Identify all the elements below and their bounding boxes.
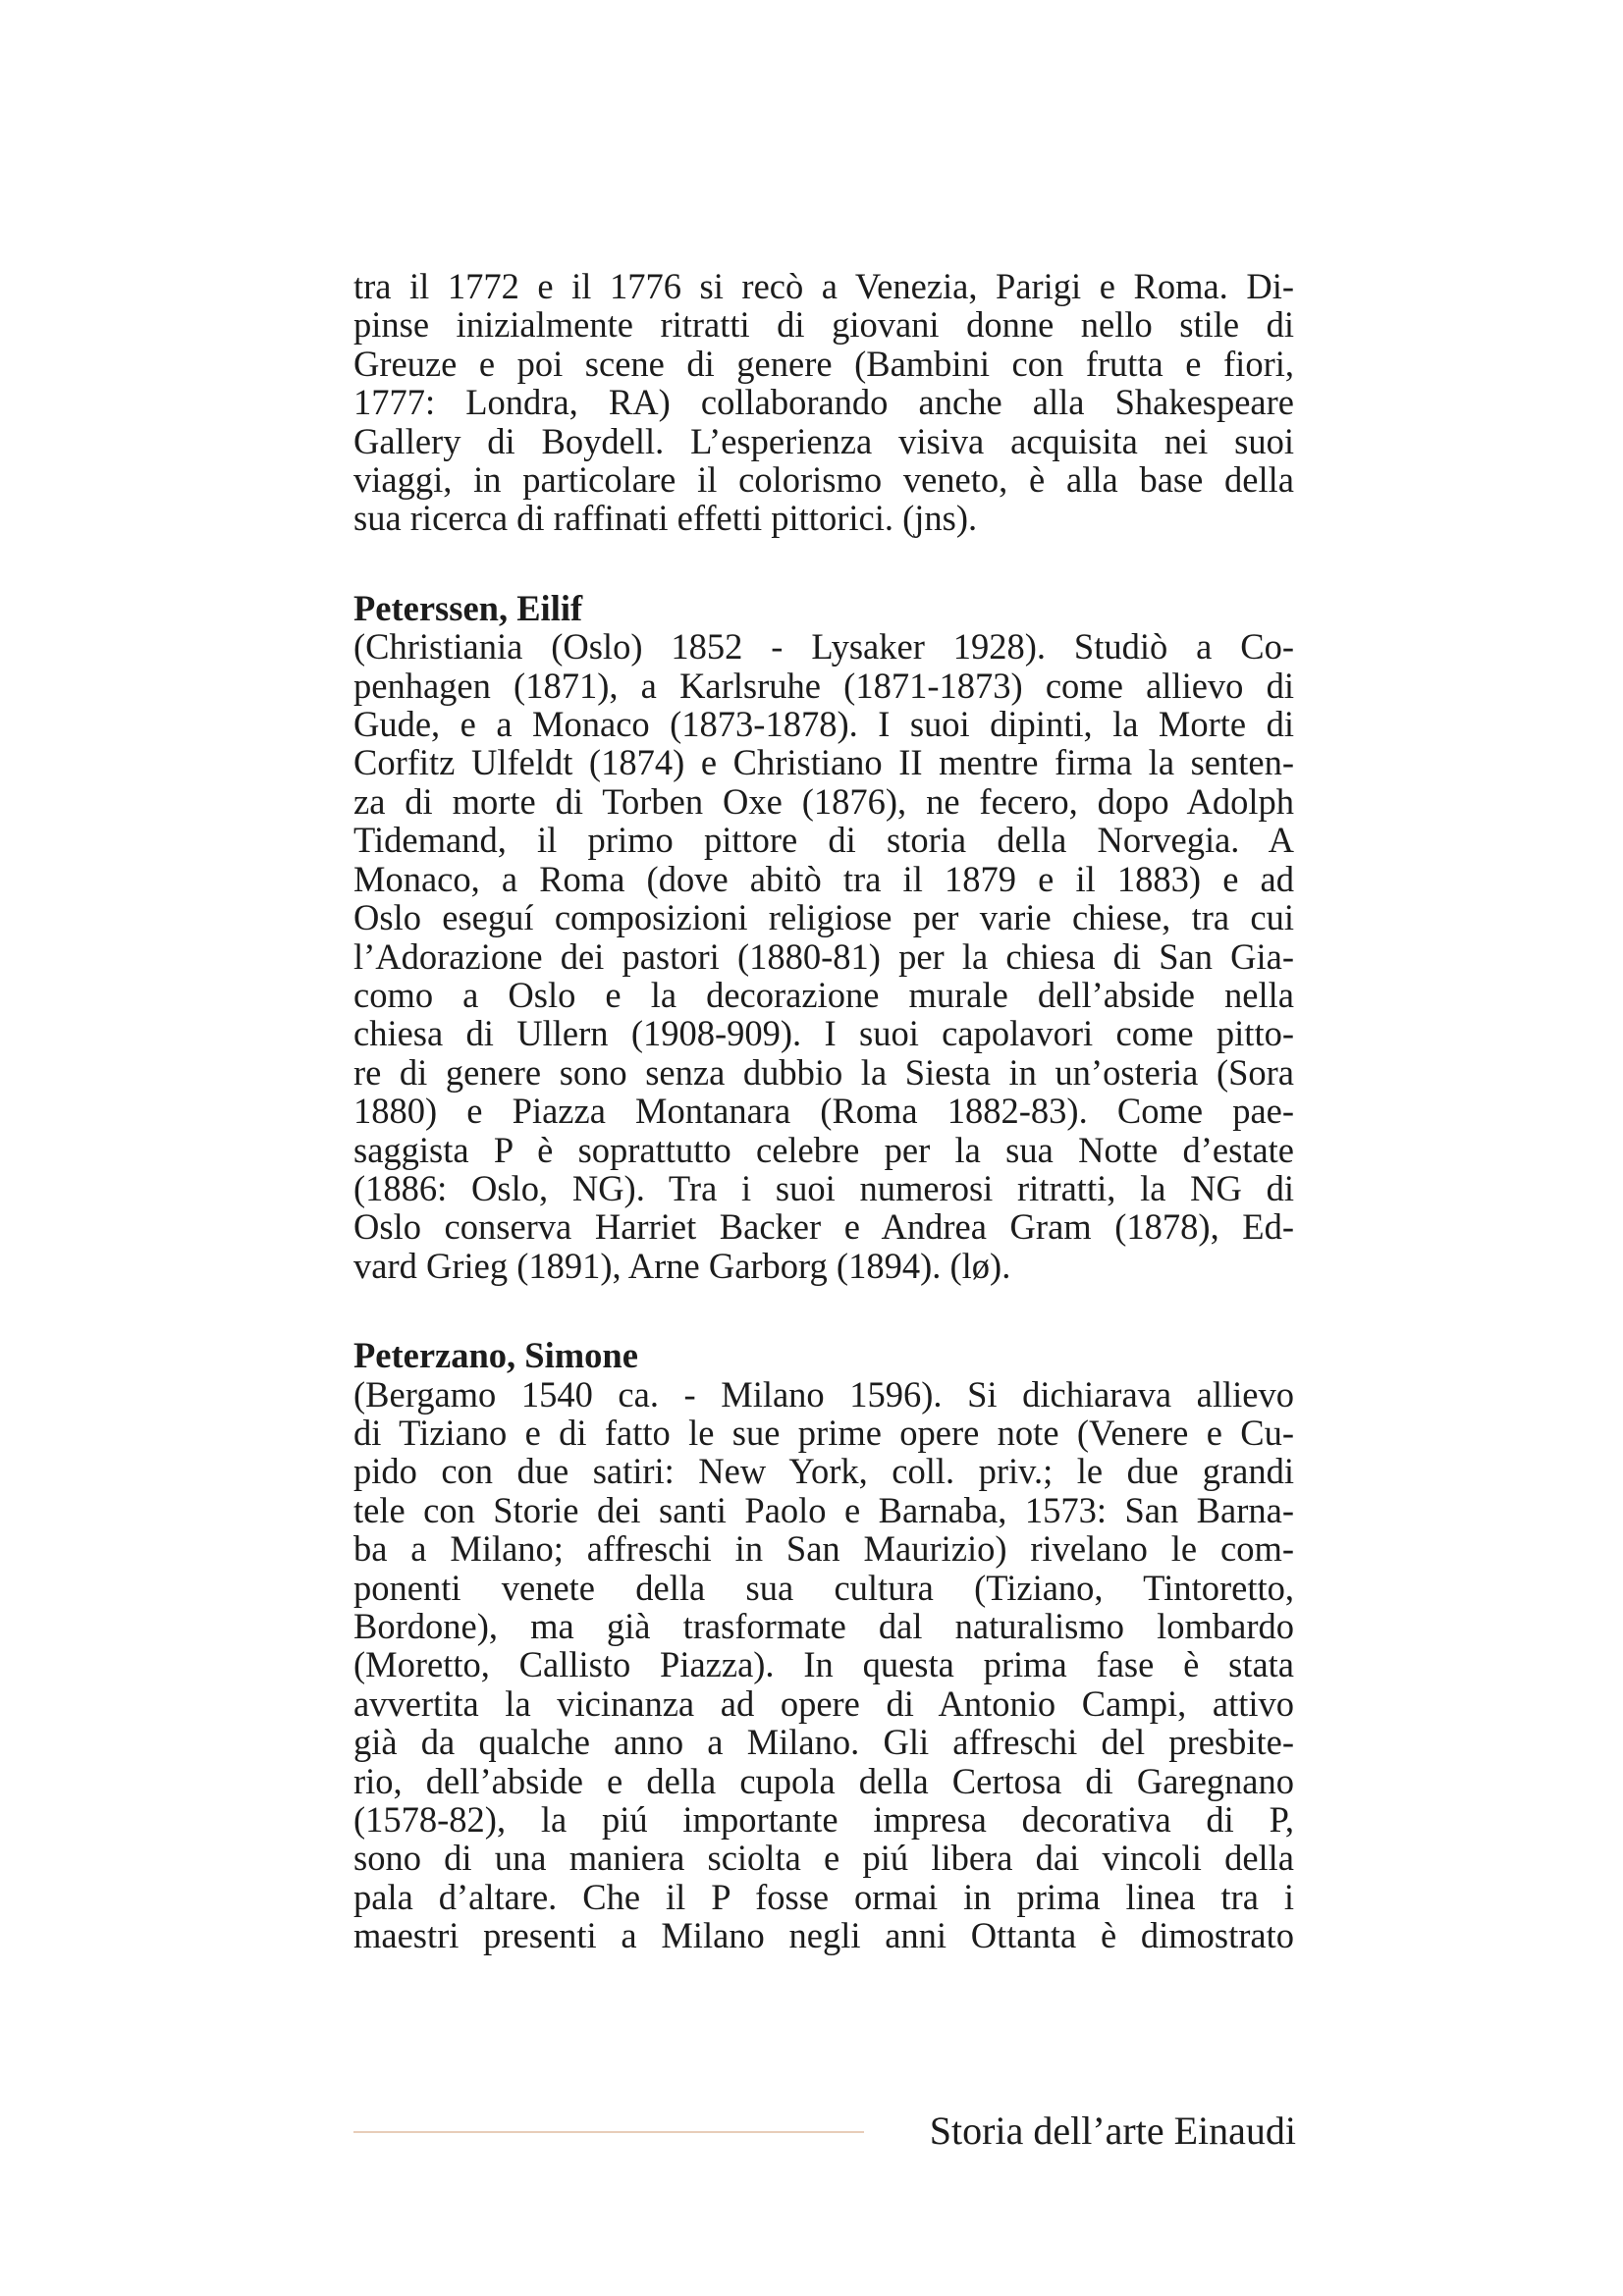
- text-line: re di genere sono senza dubbio la Siesta in un’osteria (Sora: [353, 1051, 1294, 1093]
- text-line: viaggi, in particolare il colorismo veneto, è alla base della: [353, 459, 1294, 501]
- text-line: vard Grieg (1891), Arne Garborg (1894). (lø).: [353, 1245, 1011, 1286]
- text-line: Monaco, a Roma (dove abitò tra il 1879 e il 1883) e ad: [353, 858, 1294, 899]
- footer-title: Storia dell’arte Einaudi: [929, 2109, 1296, 2153]
- text-line: avvertita la vicinanza ad opere di Antonio Campi, attivo: [353, 1682, 1294, 1724]
- text-line: tele con Storie dei santi Paolo e Barnaba, 1573: San Barna-: [353, 1489, 1294, 1530]
- page-body: [353, 267, 1294, 1955]
- text-line: como a Oslo e la decorazione murale dell’abside nella: [353, 974, 1294, 1015]
- text-line: già da qualche anno a Milano. Gli affreschi del presbite-: [353, 1722, 1294, 1763]
- text-line: za di morte di Torben Oxe (1876), ne fecero, dopo Adolph: [353, 780, 1294, 822]
- text-line: pido con due satiri: New York, coll. priv.; le due grandi: [353, 1451, 1294, 1492]
- text-line: Bordone), ma già trasformate dal naturalismo lombardo: [353, 1606, 1294, 1646]
- text-line: Gallery di Boydell. L’esperienza visiva acquisita nei suoi: [353, 420, 1294, 461]
- text-line: sono di una maniera sciolta e piú libera dai vincoli della: [353, 1838, 1294, 1879]
- text-line: maestri presenti a Milano negli anni Ottanta è dimostrato: [353, 1915, 1294, 1956]
- text-line: 1880) e Piazza Montanara (Roma 1882-83). Come pae-: [353, 1091, 1294, 1132]
- text-line: sua ricerca di raffinati effetti pittorici. (jns).: [353, 498, 978, 539]
- text-line: ponenti venete della sua cultura (Tiziano, Tintoretto,: [353, 1567, 1294, 1608]
- text-line: pala d’altare. Che il P fosse ormai in prima linea tra i: [353, 1876, 1294, 1917]
- entry-body-peterssen: [353, 627, 1294, 1285]
- text-line: Tidemand, il primo pittore di storia della Norvegia. A: [353, 820, 1294, 861]
- entry-body-peterzano: [353, 1375, 1294, 1955]
- text-line: di Tiziano e di fatto le sue prime opere note (Venere e Cu-: [353, 1412, 1294, 1453]
- text-line: 1777: Londra, RA) collaborando anche alla Shakespeare: [353, 382, 1294, 423]
- text-line: l’Adorazione dei pastori (1880-81) per la chiesa di San Gia-: [353, 935, 1294, 977]
- text-line: pinse inizialmente ritratti di giovani donne nello stile di: [353, 304, 1294, 346]
- text-line: Greuze e poi scene di genere (Bambini con frutta e fiori,: [353, 343, 1294, 384]
- text-line: (Bergamo 1540 ca. - Milano 1596). Si dichiarava allievo: [353, 1373, 1294, 1415]
- text-line: (1886: Oslo, NG). Tra i suoi numerosi ritratti, la NG di: [353, 1167, 1294, 1208]
- text-line: tra il 1772 e il 1776 si recò a Venezia, Parigi e Roma. Di-: [353, 266, 1294, 306]
- text-line: Corfitz Ulfeldt (1874) e Christiano II mentre firma la senten-: [353, 742, 1294, 783]
- text-line: (Christiania (Oslo) 1852 - Lysaker 1928). Studiò a Co-: [353, 626, 1294, 667]
- text-line: penhagen (1871), a Karlsruhe (1871-1873) come allievo di: [353, 665, 1294, 706]
- text-line: (Moretto, Callisto Piazza). In questa prima fase è stata: [353, 1644, 1294, 1685]
- entry-heading-peterzano: Peterzano, Simone: [353, 1335, 638, 1376]
- text-line: Oslo conserva Harriet Backer e Andrea Gram (1878), Ed-: [353, 1206, 1294, 1248]
- text-line: ba a Milano; affreschi in San Maurizio) rivelano le com-: [353, 1528, 1294, 1570]
- footer-rule: [353, 2131, 864, 2133]
- text-line: saggista P è soprattutto celebre per la sua Notte d’estate: [353, 1129, 1294, 1170]
- text-line: rio, dell’abside e della cupola della Certosa di Garegnano: [353, 1760, 1294, 1801]
- text-line: Oslo eseguí composizioni religiose per varie chiese, tra cui: [353, 897, 1294, 938]
- entry-heading-peterssen: Peterssen, Eilif: [353, 587, 583, 628]
- intro-paragraph: [353, 267, 1294, 538]
- text-line: (1578-82), la piú importante impresa decorativa di P,: [353, 1799, 1294, 1841]
- text-line: Gude, e a Monaco (1873-1878). I suoi dipinti, la Morte di: [353, 704, 1294, 745]
- text-line: chiesa di Ullern (1908-909). I suoi capolavori come pitto-: [353, 1013, 1294, 1054]
